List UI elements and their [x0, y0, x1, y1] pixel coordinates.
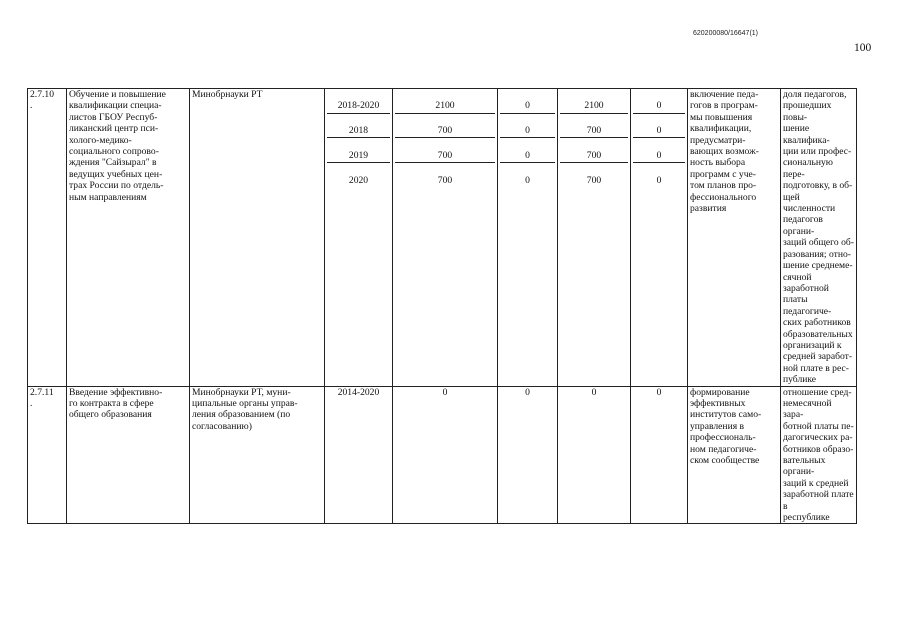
total-cell: 700	[395, 125, 495, 138]
measures-table	[27, 88, 857, 524]
target-indicator: отношение сред- немесячной зара- ботной платы пе- дагогических ра- ботников образо- вательных органи- заций к средней заработной плате в республике	[781, 386, 857, 524]
total-cell: 700	[437, 174, 453, 186]
page-number: 100	[854, 42, 872, 54]
amount-cell: 0	[631, 386, 688, 524]
amount-cell: 700	[560, 125, 628, 138]
years-cell: 2018	[327, 125, 390, 138]
amount-cell: 2100	[560, 100, 628, 113]
row-number: 2.7.11 .	[28, 386, 67, 524]
years-cell: 2020	[348, 174, 369, 186]
amount-cell: 0	[525, 174, 530, 186]
amount-cell: 0	[500, 150, 555, 163]
executor: Минобрнауки РТ	[190, 89, 325, 387]
years-cell: 2018-2020	[327, 100, 390, 113]
other-sources-column	[631, 89, 688, 387]
expected-result: формирование эффективных институтов само- управления в профессиональ- ном педагогиче- ском сообществе	[688, 386, 781, 524]
total-cell: 0	[393, 386, 498, 524]
amount-cell: 0	[500, 100, 555, 113]
amount-cell: 700	[560, 150, 628, 163]
executor: Минобрнауки РТ, муни- ципальные органы управ- ления образованием (по согласованию)	[190, 386, 325, 524]
measure-name: Обучение и повышение квалификации специа- листов ГБОУ Респуб- ликанский центр пси- холого-медико- социального сопрово- ждения "Сайзырал" в ведущих учебных цен- трах России по отдель- ным направлениям	[67, 89, 190, 387]
table-row	[28, 89, 857, 387]
federal-budget-column	[498, 89, 558, 387]
years-cell: 2019	[327, 150, 390, 163]
amount-cell: 0	[633, 100, 685, 113]
total-cell: 700	[395, 150, 495, 163]
amount-cell: 0	[633, 150, 685, 163]
years-column	[325, 89, 393, 387]
total-column	[393, 89, 498, 387]
row-number: 2.7.10 .	[28, 89, 67, 387]
amount-cell: 0	[633, 125, 685, 138]
measure-name: Введение эффективно- го контракта в сфере общего образования	[67, 386, 190, 524]
expected-result: включение педа- гогов в програм- мы повышения квалификации, предусматри- вающих возмож- ность выбора программ с уче- том планов про- фессионального развития	[688, 89, 781, 387]
table-row	[28, 386, 857, 524]
target-indicator: доля педагогов, прошедших повы- шение квалифика- ции или профес- сиональную пере- подготовку, в об- щей численности педагогов органи- заций общего об- разования; отно- шение среднеме- сячной заработной платы педагогиче- ских работников образовательных организаций к средней заработ- ной плате в рес- публике	[781, 89, 857, 387]
republic-budget-column	[558, 89, 631, 387]
amount-cell: 0	[500, 125, 555, 138]
amount-cell: 0	[498, 386, 558, 524]
years-cell: 2014-2020	[325, 386, 393, 524]
amount-cell: 0	[656, 174, 662, 186]
amount-cell: 700	[586, 174, 602, 186]
document-id: 620200080/16647(1)	[693, 30, 759, 37]
amount-cell: 0	[558, 386, 631, 524]
total-cell: 2100	[395, 100, 495, 113]
